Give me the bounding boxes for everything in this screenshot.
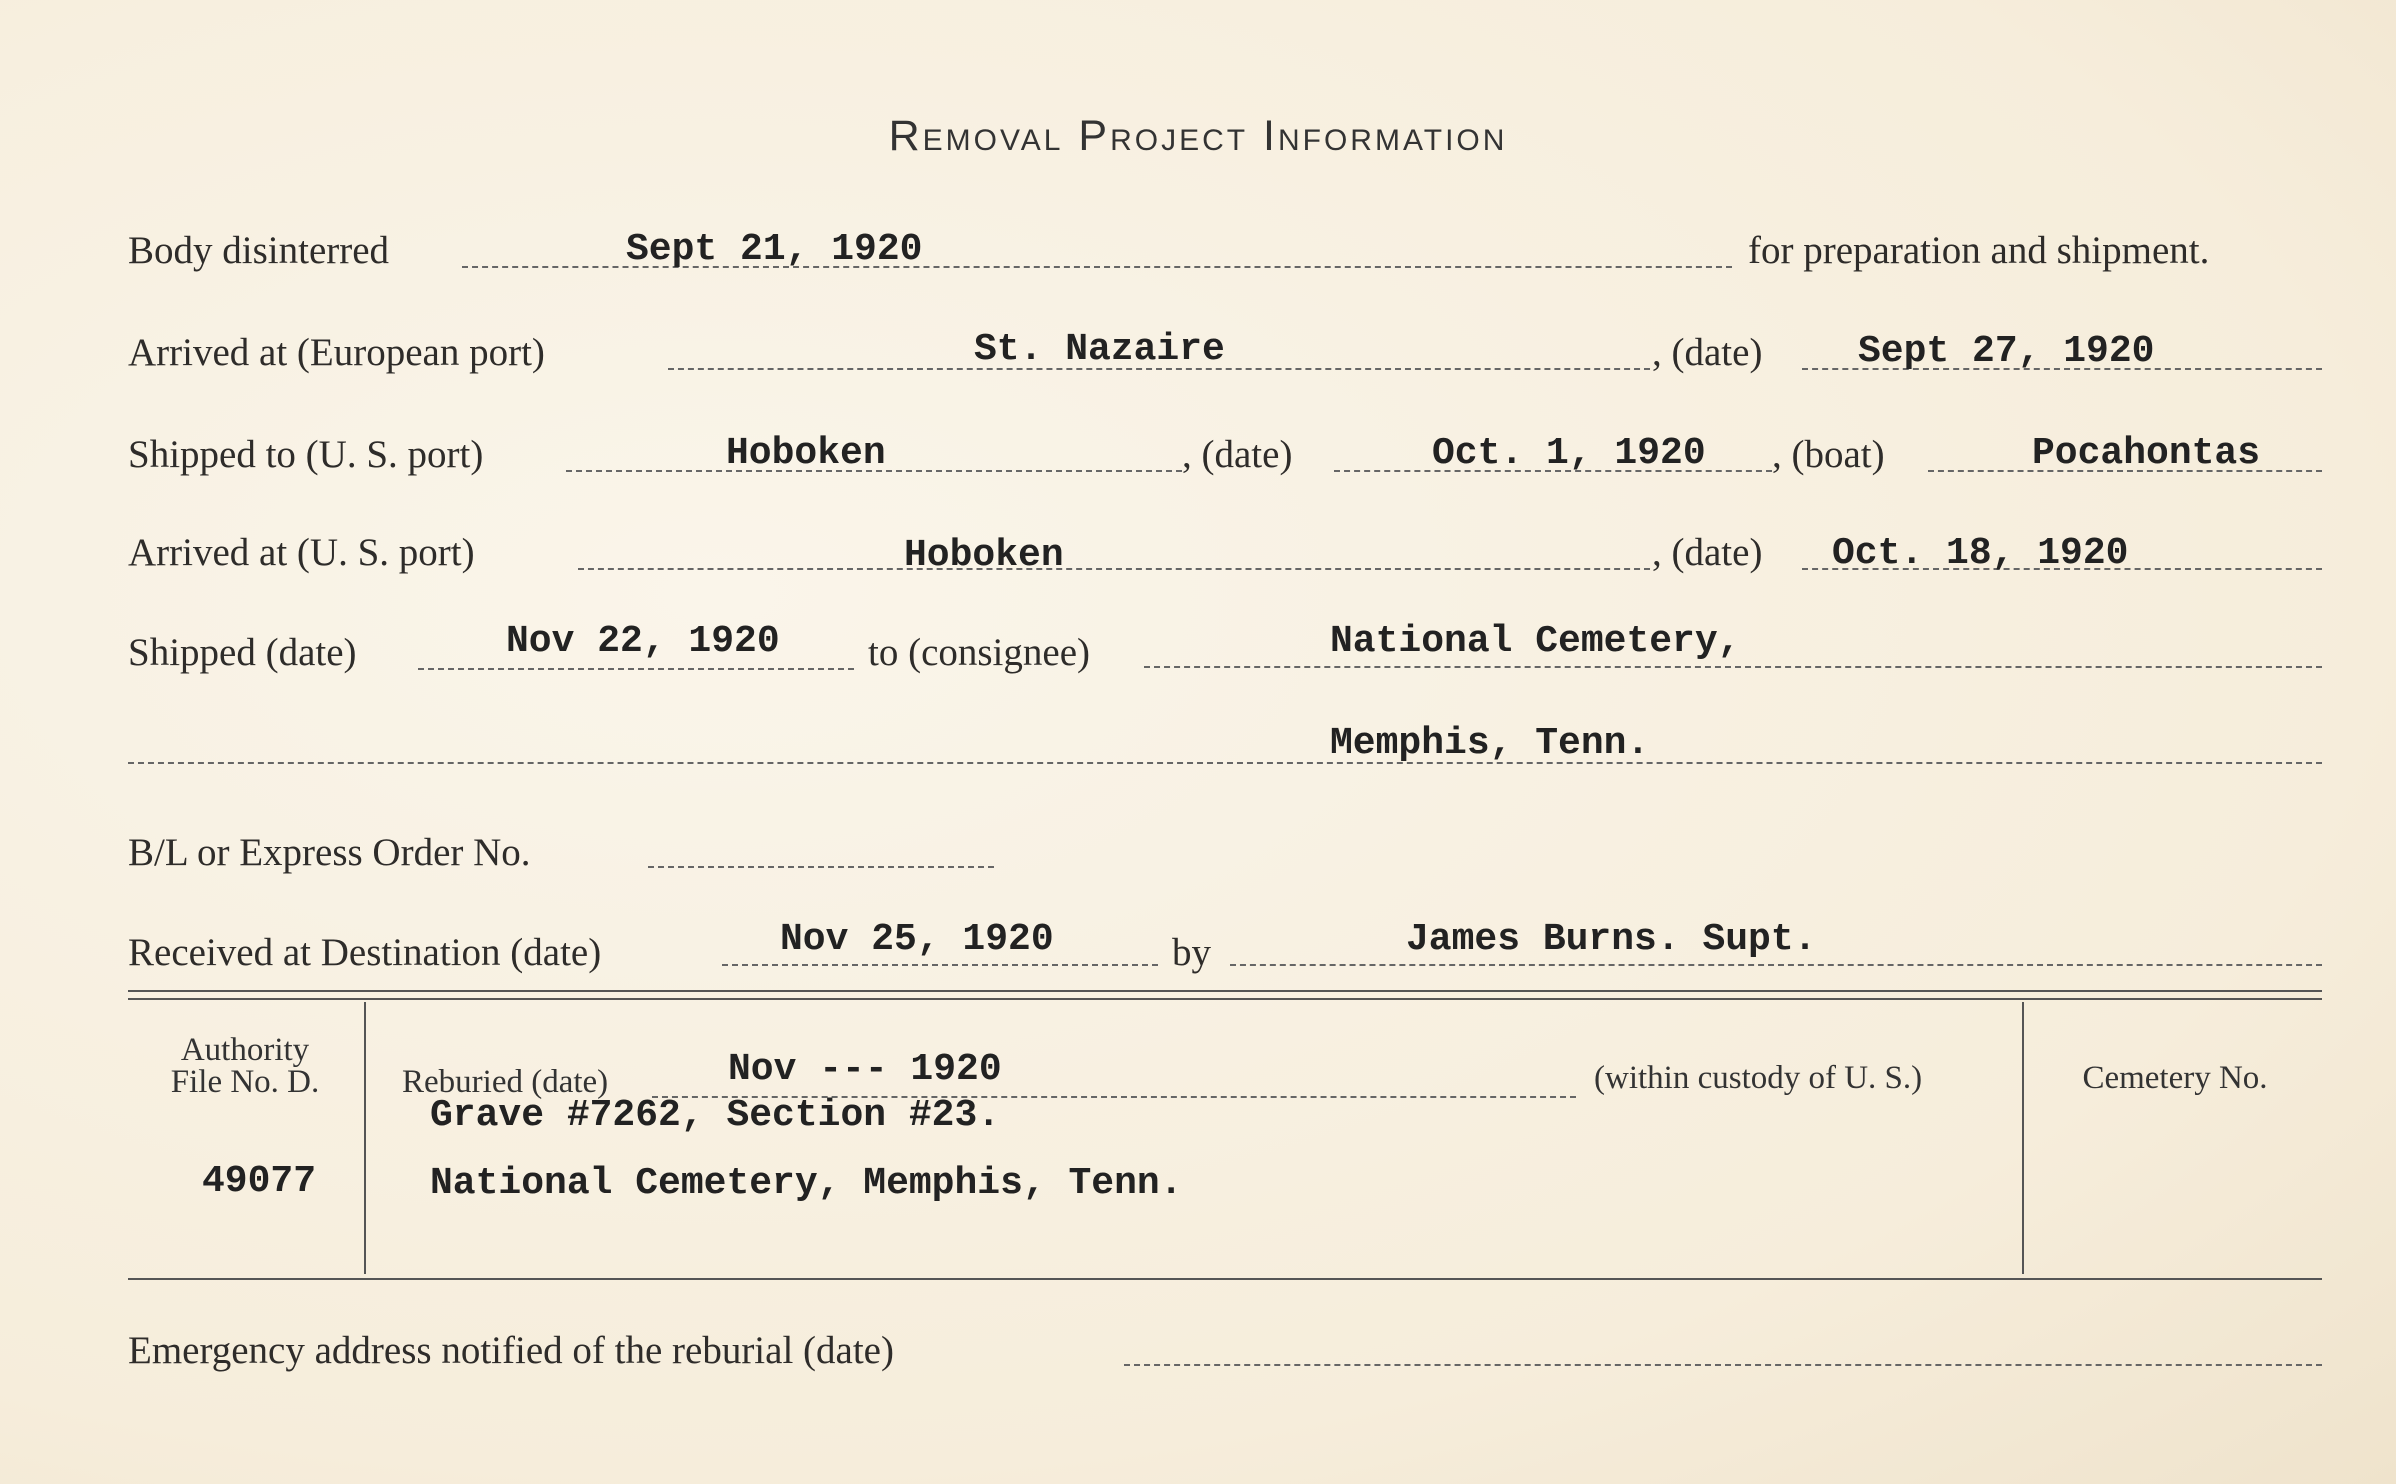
arrived-eu-port: St. Nazaire (974, 328, 1225, 371)
authority-label-1: Authority (180, 1032, 310, 1068)
arrived-us-port: Hoboken (904, 534, 1064, 577)
arrived-us-line (578, 568, 1650, 570)
shipped-us-date-label: , (date) (1182, 433, 1293, 476)
received-date-line (722, 964, 1158, 966)
box-divider-left (364, 1002, 366, 1274)
shipped-us-label: Shipped to (U. S. port) (128, 433, 484, 476)
consignee-line (1144, 666, 2322, 668)
shipped-us-boat-label: , (boat) (1772, 433, 1885, 476)
authority-file-no: 49077 (202, 1160, 317, 1203)
box-top-rule-2 (128, 998, 2322, 1000)
emergency-label: Emergency address notified of the reburial (date) (128, 1329, 894, 1372)
arrived-eu-date-label: , (date) (1652, 331, 1763, 374)
received-by-label: by (1172, 931, 1211, 974)
shipped-date-value: Nov 22, 1920 (506, 620, 780, 663)
consignee-value-1: National Cemetery, (1330, 620, 1741, 663)
consignee-line-2 (128, 762, 2322, 764)
box-divider-right (2022, 1002, 2024, 1274)
disinterred-label: Body disinterred (128, 229, 390, 272)
received-by: James Burns. Supt. (1406, 918, 1817, 961)
authority-label-2: File No. D. (170, 1064, 320, 1100)
reburied-value: Nov --- 1920 (728, 1048, 1002, 1091)
arrived-eu-label: Arrived at (European port) (128, 331, 545, 374)
custody-label: (within custody of U. S.) (1594, 1060, 1923, 1096)
shipped-date-line (418, 668, 854, 670)
arrived-us-date: Oct. 18, 1920 (1832, 532, 2129, 575)
arrived-us-label: Arrived at (U. S. port) (128, 531, 475, 574)
reburied-label: Reburied (date) (402, 1064, 609, 1100)
shipped-us-date: Oct. 1, 1920 (1432, 432, 1706, 475)
reburial-cemetery-value: National Cemetery, Memphis, Tenn. (430, 1162, 1183, 1205)
consignee-label: to (consignee) (868, 631, 1091, 674)
received-label: Received at Destination (date) (128, 931, 602, 974)
emergency-line (1124, 1364, 2322, 1366)
shipped-us-port: Hoboken (726, 432, 886, 475)
shipped-us-boat: Pocahontas (2032, 432, 2261, 475)
arrived-us-date-label: , (date) (1652, 531, 1763, 574)
card-heading: Removal Project Information (888, 112, 1508, 160)
shipped-date-label: Shipped (date) (128, 631, 357, 674)
received-date: Nov 25, 1920 (780, 918, 1054, 961)
disinterred-value: Sept 21, 1920 (626, 228, 923, 271)
grave-value: Grave #7262, Section #23. (430, 1094, 1001, 1137)
consignee-value-2: Memphis, Tenn. (1330, 722, 1650, 765)
cemetery-no-label: Cemetery No. (2082, 1060, 2268, 1096)
received-by-line (1230, 964, 2322, 966)
box-bottom-rule (128, 1278, 2322, 1280)
bl-label: B/L or Express Order No. (128, 831, 531, 874)
box-top-rule-1 (128, 990, 2322, 992)
arrived-eu-date: Sept 27, 1920 (1858, 330, 2155, 373)
bl-line (648, 866, 994, 868)
disinterred-suffix: for preparation and shipment. (1748, 229, 2210, 272)
